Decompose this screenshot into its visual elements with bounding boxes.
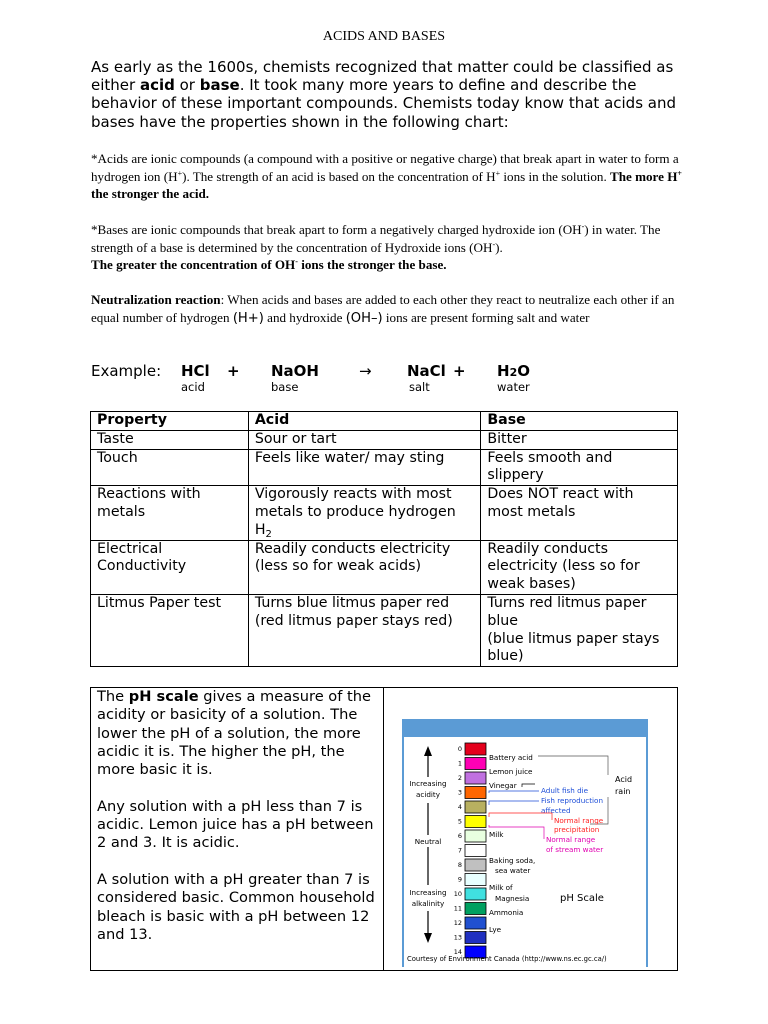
ph-number-10: 10 (453, 890, 462, 898)
formula-naoh: NaOH (271, 362, 319, 380)
label-baking-soda-2: sea water (495, 866, 531, 875)
ph-swatch-13 (465, 932, 486, 944)
bases-text-1: *Bases are ionic compounds that break apart to form a negatively charged hydroxide ion (OH (91, 222, 582, 237)
ph-number-9: 9 (457, 875, 462, 884)
ph-number-8: 8 (457, 861, 462, 869)
caption-acid: acid (181, 380, 205, 394)
fish-reproduction-leader (489, 801, 539, 805)
fish-die-leader (489, 791, 539, 793)
acids-text-1: *Acids are ionic compounds (a compound with a positive or negative charge) that break apart in water to form a hydrogen ion (H (91, 151, 679, 184)
table-cell: Reactions with metals (91, 486, 249, 540)
intro-paragraph (91, 58, 681, 131)
increasing-acidity-2: acidity (416, 790, 440, 799)
label-acid-rain-1: Acid (615, 775, 633, 784)
h2-subscript: 2 (265, 528, 272, 540)
bases-bold (91, 257, 447, 272)
ph-swatch-9 (465, 874, 486, 886)
ph-color-swatches (465, 743, 486, 958)
bases-sup-3: - (295, 257, 298, 266)
intro-acid-term: acid (139, 76, 175, 95)
neutralization-paragraph (91, 291, 691, 327)
ph-number-13: 13 (453, 933, 462, 942)
bases-bold-1: The greater the concentration of OH (91, 257, 296, 272)
bases-sup-1: - (581, 222, 585, 231)
ph-paragraph-1 (97, 688, 381, 779)
acids-sup-3: + (677, 168, 682, 178)
litmus-base-extra: (blue litmus paper stays blue) (487, 630, 660, 665)
h2o-h: H (497, 362, 510, 380)
label-fish-reproduction-1: Fish reproduction (541, 796, 604, 805)
ph-swatch-8 (465, 859, 486, 871)
label-milk-of-magnesia-1: Milk of (489, 883, 513, 892)
caption-salt: salt (409, 380, 430, 394)
hydroxide-ion-term: (OH–) (345, 310, 383, 326)
table-cell: Sour or tart (248, 430, 481, 449)
intro-text-1: As early as the 1600s, chemists recognized that matter could be classified as either (91, 58, 674, 95)
ph-swatch-11 (465, 903, 486, 915)
table-cell: Turns blue litmus paper red (red litmus paper stays red) (248, 594, 481, 666)
h2o-subscript: 2 (509, 366, 518, 379)
acids-sup-1: + (177, 168, 183, 178)
hydrogen-ion-term: (H+) (232, 310, 264, 326)
ph-swatch-5 (465, 816, 486, 828)
ph-number-11: 11 (453, 904, 462, 913)
table-header-row (91, 412, 678, 431)
table-cell: Feels smooth and slippery (481, 449, 678, 486)
ph-scale-figure-title: pH Scale (560, 893, 604, 904)
label-lye: Lye (489, 925, 502, 934)
h2-h: H (254, 521, 266, 538)
litmus-base-text: Turns red litmus paper blue (487, 594, 647, 629)
table-row (91, 430, 678, 449)
table-row (91, 449, 678, 486)
figure-courtesy-credit: Courtesy of Environment Canada (http://www.ns.ec.gc.ca/) (407, 955, 607, 963)
ph-swatch-0 (465, 743, 486, 755)
ph-swatch-7 (465, 845, 486, 857)
h2o-o: O (517, 362, 530, 380)
ph-number-12: 12 (453, 919, 462, 927)
reaction-arrow: → (359, 362, 372, 380)
intro-or: or (174, 76, 200, 95)
label-adult-fish-die: Adult fish die (541, 786, 589, 795)
label-normal-precip-1: Normal range (554, 816, 604, 825)
table-cell: Readily conducts electricity (less so for weak acids) (248, 540, 481, 594)
ph-number-7: 7 (457, 846, 462, 855)
table-cell: Litmus Paper test (91, 594, 249, 666)
label-milk-of-magnesia-2: Magnesia (495, 894, 530, 903)
bases-text-3: ). (495, 239, 503, 255)
label-acid-rain-2: rain (615, 787, 631, 796)
plus-sign-1: + (227, 362, 240, 380)
formula-hcl: HCl (181, 362, 210, 380)
ph-swatch-12 (465, 917, 486, 929)
ph-number-1: 1 (457, 759, 462, 768)
label-normal-precip-2: precipitation (554, 825, 600, 834)
table-cell: Does NOT react with most metals (481, 486, 678, 540)
ph-swatch-6 (465, 830, 486, 842)
acids-bold-1: The more H (610, 168, 678, 184)
ph-number-group (454, 745, 462, 956)
table-cell: Taste (91, 430, 249, 449)
arrow-up-icon (424, 746, 432, 756)
ph-scale-svg (402, 719, 648, 967)
ph-number-4: 4 (457, 803, 462, 811)
ph-swatch-2 (465, 772, 486, 784)
header-base: Base (481, 412, 678, 431)
increasing-alkalinity-2: alkalinity (411, 899, 445, 908)
ph-number-0: 0 (457, 745, 462, 753)
ph-number-5: 5 (457, 817, 462, 826)
ph-paragraph-2: Any solution with a pH less than 7 is acidic. Lemon juice has a pH between 2 and 3. It is acidic. (97, 797, 374, 852)
increasing-alkalinity-1: Increasing (409, 888, 447, 897)
bases-text-2: ) in water. The strength of a base is determined by the concentration of Hydroxide ions (OH (91, 222, 661, 255)
ph-scale-text (97, 688, 381, 962)
metals-acid-text: Vigorously reacts with most metals to produce hydrogen (254, 486, 456, 520)
label-normal-stream-2: of stream water (546, 845, 604, 854)
example-equation (91, 362, 691, 396)
table-cell: Touch (91, 449, 249, 486)
table-row (91, 486, 678, 540)
header-property: Property (91, 412, 249, 431)
ph-scale-term: pH scale (128, 688, 199, 705)
acids-sup-2: + (495, 168, 501, 178)
table-cell: Electrical Conductivity (91, 540, 249, 594)
column-divider (383, 688, 384, 970)
label-baking-soda-1: Baking soda, (489, 856, 536, 865)
acids-paragraph (91, 150, 691, 203)
ph-p1-a: The (97, 688, 129, 705)
ph-paragraph-3: A solution with a pH greater than 7 is considered basic. Common household bleach is basic with a pH between 12 and 13. (97, 870, 375, 943)
label-ammonia: Ammonia (489, 908, 524, 917)
label-normal-stream-1: Normal range (546, 835, 596, 844)
plus-sign-2: + (453, 362, 466, 380)
properties-table (90, 411, 678, 667)
example-label: Example: (91, 362, 162, 380)
table-cell: Readily conducts electricity (less so for weak bases) (481, 540, 678, 594)
ph-swatch-10 (465, 888, 486, 900)
formula-nacl: NaCl (407, 362, 446, 380)
ph-number-2: 2 (457, 774, 462, 782)
increasing-acidity-1: Increasing (409, 779, 447, 788)
label-vinegar: Vinegar (489, 781, 517, 790)
neutralization-text-1: : When acids and bases are added to each other they react to neutralize each other if an equal number of hydrogen (91, 292, 675, 325)
ph-p1-b: gives a measure of the acidity or basicity of a solution. The lower the pH of a solution, the more acidic it is. The higher the pH, the more basic it is. (97, 688, 371, 779)
bases-sup-2: - (492, 239, 496, 249)
intro-text-2: . It took many more years to define and describe the behavior of these important compounds. Chemists today know that acids and bases have the properties shown in the following chart: (91, 76, 677, 131)
acids-bold-2: the stronger the acid. (91, 186, 210, 201)
acids-text-2: ). The strength of an acid is based on the concentration of H (182, 168, 496, 184)
table-row (91, 540, 678, 594)
label-milk: Milk (489, 830, 504, 839)
label-fish-reproduction-2: affected (541, 806, 571, 815)
ph-number-3: 3 (457, 788, 462, 797)
acids-text-3: ions in the solution. (500, 168, 610, 184)
arrow-down-icon (424, 933, 432, 943)
bases-paragraph (91, 221, 691, 274)
bases-bold-2: ions the stronger the base. (297, 257, 447, 272)
vinegar-leader (522, 784, 535, 787)
page-title: ACIDS AND BASES (322, 29, 446, 44)
label-lemon-juice: Lemon juice (489, 767, 533, 776)
table-cell: Feels like water/ may sting (248, 449, 481, 486)
caption-water: water (497, 380, 530, 394)
neutralization-text-3: ions are present forming salt and water (382, 309, 590, 325)
table-cell (481, 594, 678, 666)
intro-base-term: base (199, 76, 240, 95)
table-cell (248, 486, 481, 540)
ph-swatch-1 (465, 758, 486, 770)
neutralization-label: Neutralization reaction (91, 292, 221, 307)
header-acid: Acid (248, 412, 481, 431)
label-battery-acid: Battery acid (489, 753, 533, 762)
caption-base: base (271, 380, 299, 394)
acid-rain-bracket-top (538, 756, 608, 775)
ph-scale-figure (402, 719, 648, 967)
ph-swatch-4 (465, 801, 486, 813)
neutral-label: Neutral (414, 837, 442, 846)
formula-h2o (497, 362, 530, 380)
neutralization-text-2: and hydroxide (263, 309, 346, 325)
ph-swatch-3 (465, 787, 486, 799)
ph-number-14: 14 (453, 948, 462, 956)
table-cell: Bitter (481, 430, 678, 449)
ph-number-6: 6 (457, 832, 462, 840)
table-row (91, 594, 678, 666)
